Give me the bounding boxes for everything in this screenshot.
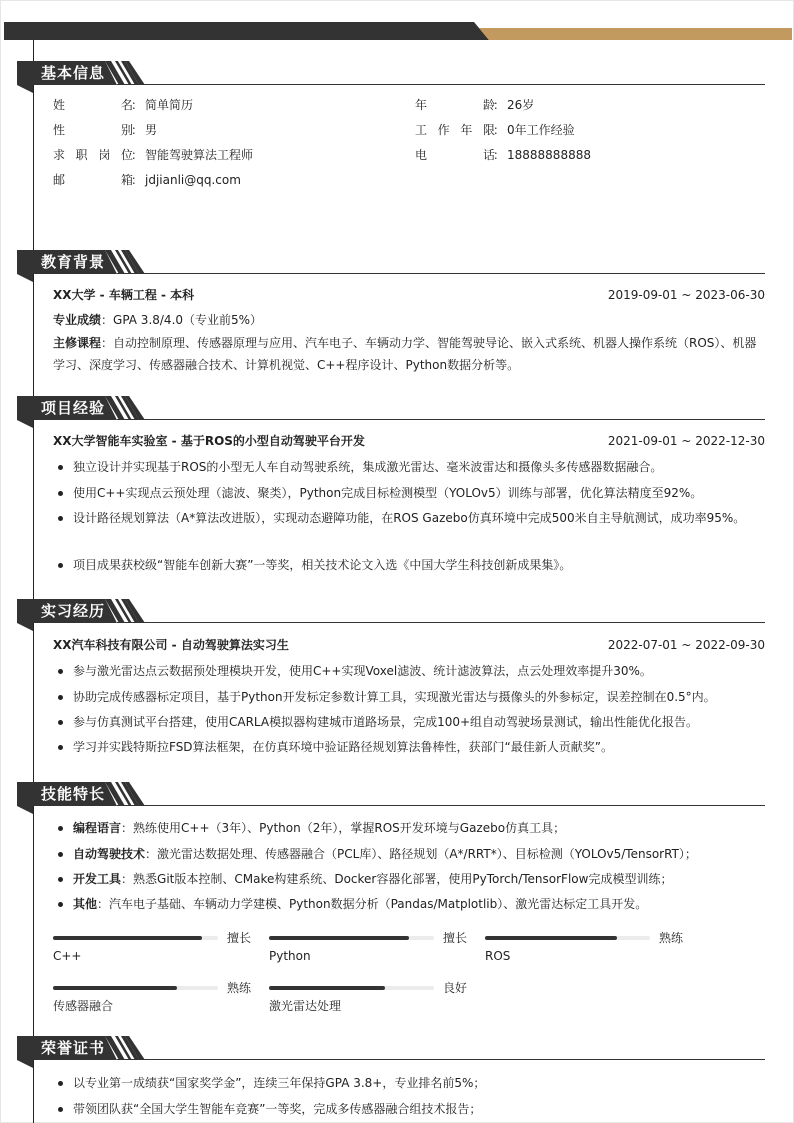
section-tag-fold [17, 420, 33, 428]
label-char: 名 [120, 98, 133, 112]
courses-label: 主修课程 [53, 336, 102, 350]
skill-text: ：熟悉Git版本控制、CMake构建系统、Docker容器化部署，使用PyTorch/TensorFlow完成模型训练； [121, 872, 673, 886]
internship-bullet: 参与仿真测试平台搭建，使用CARLA模拟器构建城市道路场景，完成100+组自动驾驶场景测试，输出性能优化报告。 [57, 711, 765, 733]
label-char: 箱 [120, 173, 133, 187]
header-dark-bar [4, 22, 489, 40]
label-char: 年 [415, 98, 428, 112]
label-char: 电 [415, 148, 428, 162]
colon: ： [131, 123, 144, 137]
section-rule [117, 419, 765, 420]
skill-track [269, 986, 434, 990]
section-title: 荣誉证书 [41, 1039, 106, 1057]
stripes-icon [105, 782, 155, 806]
label-char: 作 [437, 123, 450, 137]
label-char: 位 [120, 148, 133, 162]
skill-name: C++ [53, 949, 82, 963]
section-rule [117, 273, 765, 274]
section-title: 技能特长 [41, 785, 106, 803]
stripes-icon [105, 396, 155, 420]
stripes-icon [105, 61, 155, 85]
info-value: 智能驾驶算法工程师 [145, 148, 254, 162]
skill-fill [269, 986, 385, 990]
label-char: 限 [482, 123, 495, 137]
gpa-value: ：GPA 3.8/4.0（专业前5%） [101, 313, 263, 327]
info-value: 0年工作经验 [507, 123, 575, 137]
project-bullet: 设计路径规划算法（A*算法改进版），实现动态避障功能，在ROS Gazebo仿真环境中完成500米自主导航测试，成功率95%。 [57, 507, 765, 529]
skill-level: 良好 [443, 981, 468, 995]
skill-track [53, 936, 218, 940]
section-header-basic-info [17, 61, 765, 87]
school-name: XX大学 - 车辆工程 - 本科 [53, 288, 195, 302]
section-tag-fold [17, 1060, 33, 1068]
section-title: 项目经验 [41, 399, 106, 417]
skill-name: 传感器融合 [53, 999, 114, 1013]
left-timeline-line [33, 40, 34, 1123]
section-title: 基本信息 [41, 64, 106, 82]
education-courses [53, 332, 765, 376]
skill-label: 自动驾驶技术 [73, 847, 146, 861]
project-header [53, 433, 765, 449]
project-bullet: 独立设计并实现基于ROS的小型无人车自动驾驶系统，集成激光雷达、毫米波雷达和摄像头多传感器数据融合。 [57, 456, 765, 478]
courses-value: ：自动控制原理、传感器原理与应用、汽车电子、车辆动力学、智能驾驶导论、嵌入式系统、机器人操作系统（ROS）、机器学习、深度学习、传感器融合技术、计算机视觉、C++程序设计、Python数据分析等。 [53, 336, 757, 372]
stripes-icon [105, 250, 155, 274]
section-title: 实习经历 [41, 602, 106, 620]
section-title: 教育背景 [41, 253, 106, 271]
skill-bar-python [269, 930, 469, 970]
internship-bullet: 学习并实践特斯拉FSD算法框架，在仿真环境中验证路径规划算法鲁棒性，获部门“最佳新人贡献奖”。 [57, 736, 765, 758]
section-rule [117, 1059, 765, 1060]
label-char: 龄 [482, 98, 495, 112]
skill-label: 开发工具 [73, 872, 122, 886]
project-bullet: 项目成果获校级“智能车创新大赛”一等奖，相关技术论文入选《中国大学生科技创新成果集》。 [57, 554, 765, 576]
skill-bullet [57, 868, 765, 890]
skill-level: 熟练 [227, 981, 252, 995]
header-gold-bar [479, 28, 792, 40]
colon: ： [493, 98, 506, 112]
section-header-honors [17, 1036, 765, 1062]
info-value: 简单简历 [145, 98, 194, 112]
project-title: XX大学智能车实验室 - 基于ROS的小型自动驾驶平台开发 [53, 434, 365, 448]
internship-header [53, 637, 765, 653]
internship-date: 2022-07-01 ~ 2022-09-30 [607, 638, 765, 652]
colon: ： [493, 123, 506, 137]
skill-bar-cpp [53, 930, 253, 970]
skill-fill [53, 986, 177, 990]
skill-level: 擅长 [443, 931, 468, 945]
label-char: 工 [415, 123, 428, 137]
colon: ： [131, 98, 144, 112]
internship-bullet: 参与激光雷达点云数据预处理模块开发，使用C++实现Voxel滤波、统计滤波算法，点云处理效率提升30%。 [57, 660, 765, 682]
label-char: 邮 [53, 173, 66, 187]
info-value: 18888888888 [507, 148, 591, 162]
skill-label: 编程语言 [73, 821, 122, 835]
honor-bullet: 以专业第一成绩获“国家奖学金”，连续三年保持GPA 3.8+，专业排名前5%； [57, 1072, 765, 1094]
section-header-skills [17, 782, 765, 808]
section-rule [117, 622, 765, 623]
skill-level: 熟练 [659, 931, 684, 945]
skill-track [53, 986, 218, 990]
label-char: 职 [75, 148, 88, 162]
skill-fill [269, 936, 409, 940]
project-date: 2021-09-01 ~ 2022-12-30 [607, 434, 765, 448]
skill-text: ：激光雷达数据处理、传感器融合（PCL库）、路径规划（A*/RRT*）、目标检测（YOLOv5/TensorRT）； [145, 847, 697, 861]
skill-text: ：熟练使用C++（3年）、Python（2年），掌握ROS开发环境与Gazebo仿真工具； [121, 821, 566, 835]
skill-fill [53, 936, 202, 940]
skill-name: ROS [485, 949, 511, 963]
section-tag-fold [17, 623, 33, 631]
skill-track [269, 936, 434, 940]
stripes-icon [105, 599, 155, 623]
info-value: 26岁 [507, 98, 535, 112]
skill-bar-sensor-fusion [53, 980, 253, 1020]
colon: ： [131, 148, 144, 162]
skill-bar-ros [485, 930, 685, 970]
section-tag-fold [17, 85, 33, 93]
skill-bar-lidar [269, 980, 469, 1020]
internship-bullet: 协助完成传感器标定项目，基于Python开发标定参数计算工具，实现激光雷达与摄像头的外参标定，误差控制在0.5°内。 [57, 686, 765, 708]
skill-bullet [57, 843, 765, 865]
info-value[interactable]: jdjianli@qq.com [145, 173, 241, 187]
honor-bullet: 带领团队获“全国大学生智能车竞赛”一等奖，完成多传感器融合组技术报告； [57, 1098, 765, 1120]
section-header-projects [17, 396, 765, 422]
label-char: 性 [53, 123, 66, 137]
education-header [53, 287, 765, 303]
section-header-internship [17, 599, 765, 625]
section-tag-fold [17, 274, 33, 282]
skill-bullet [57, 817, 765, 839]
project-bullet: 使用C++实现点云预处理（滤波、聚类），Python完成目标检测模型（YOLOv5）训练与部署，优化算法精度至92%。 [57, 482, 765, 504]
label-char: 求 [53, 148, 66, 162]
section-tag-fold [17, 806, 33, 814]
skill-bullet [57, 893, 765, 915]
education-date: 2019-09-01 ~ 2023-06-30 [607, 288, 765, 302]
skill-track [485, 936, 650, 940]
skill-label: 其他 [73, 897, 98, 911]
label-char: 别 [120, 123, 133, 137]
label-char: 岗 [98, 148, 111, 162]
education-gpa [53, 309, 765, 331]
skill-name: Python [269, 949, 311, 963]
skill-fill [485, 936, 617, 940]
skill-level: 擅长 [227, 931, 252, 945]
label-char: 话 [482, 148, 495, 162]
stripes-icon [105, 1036, 155, 1060]
colon: ： [131, 173, 144, 187]
internship-title: XX汽车科技有限公司 - 自动驾驶算法实习生 [53, 638, 289, 652]
colon: ： [493, 148, 506, 162]
label-char: 姓 [53, 98, 66, 112]
section-rule [117, 84, 765, 85]
skill-name: 激光雷达处理 [269, 999, 342, 1013]
gpa-label: 专业成绩 [53, 313, 102, 327]
section-rule [117, 805, 765, 806]
label-char: 年 [460, 123, 473, 137]
skill-text: ：汽车电子基础、车辆动力学建模、Python数据分析（Pandas/Matplotlib）、激光雷达标定工具开发。 [97, 897, 648, 911]
section-header-education [17, 250, 765, 276]
info-value: 男 [145, 123, 158, 137]
